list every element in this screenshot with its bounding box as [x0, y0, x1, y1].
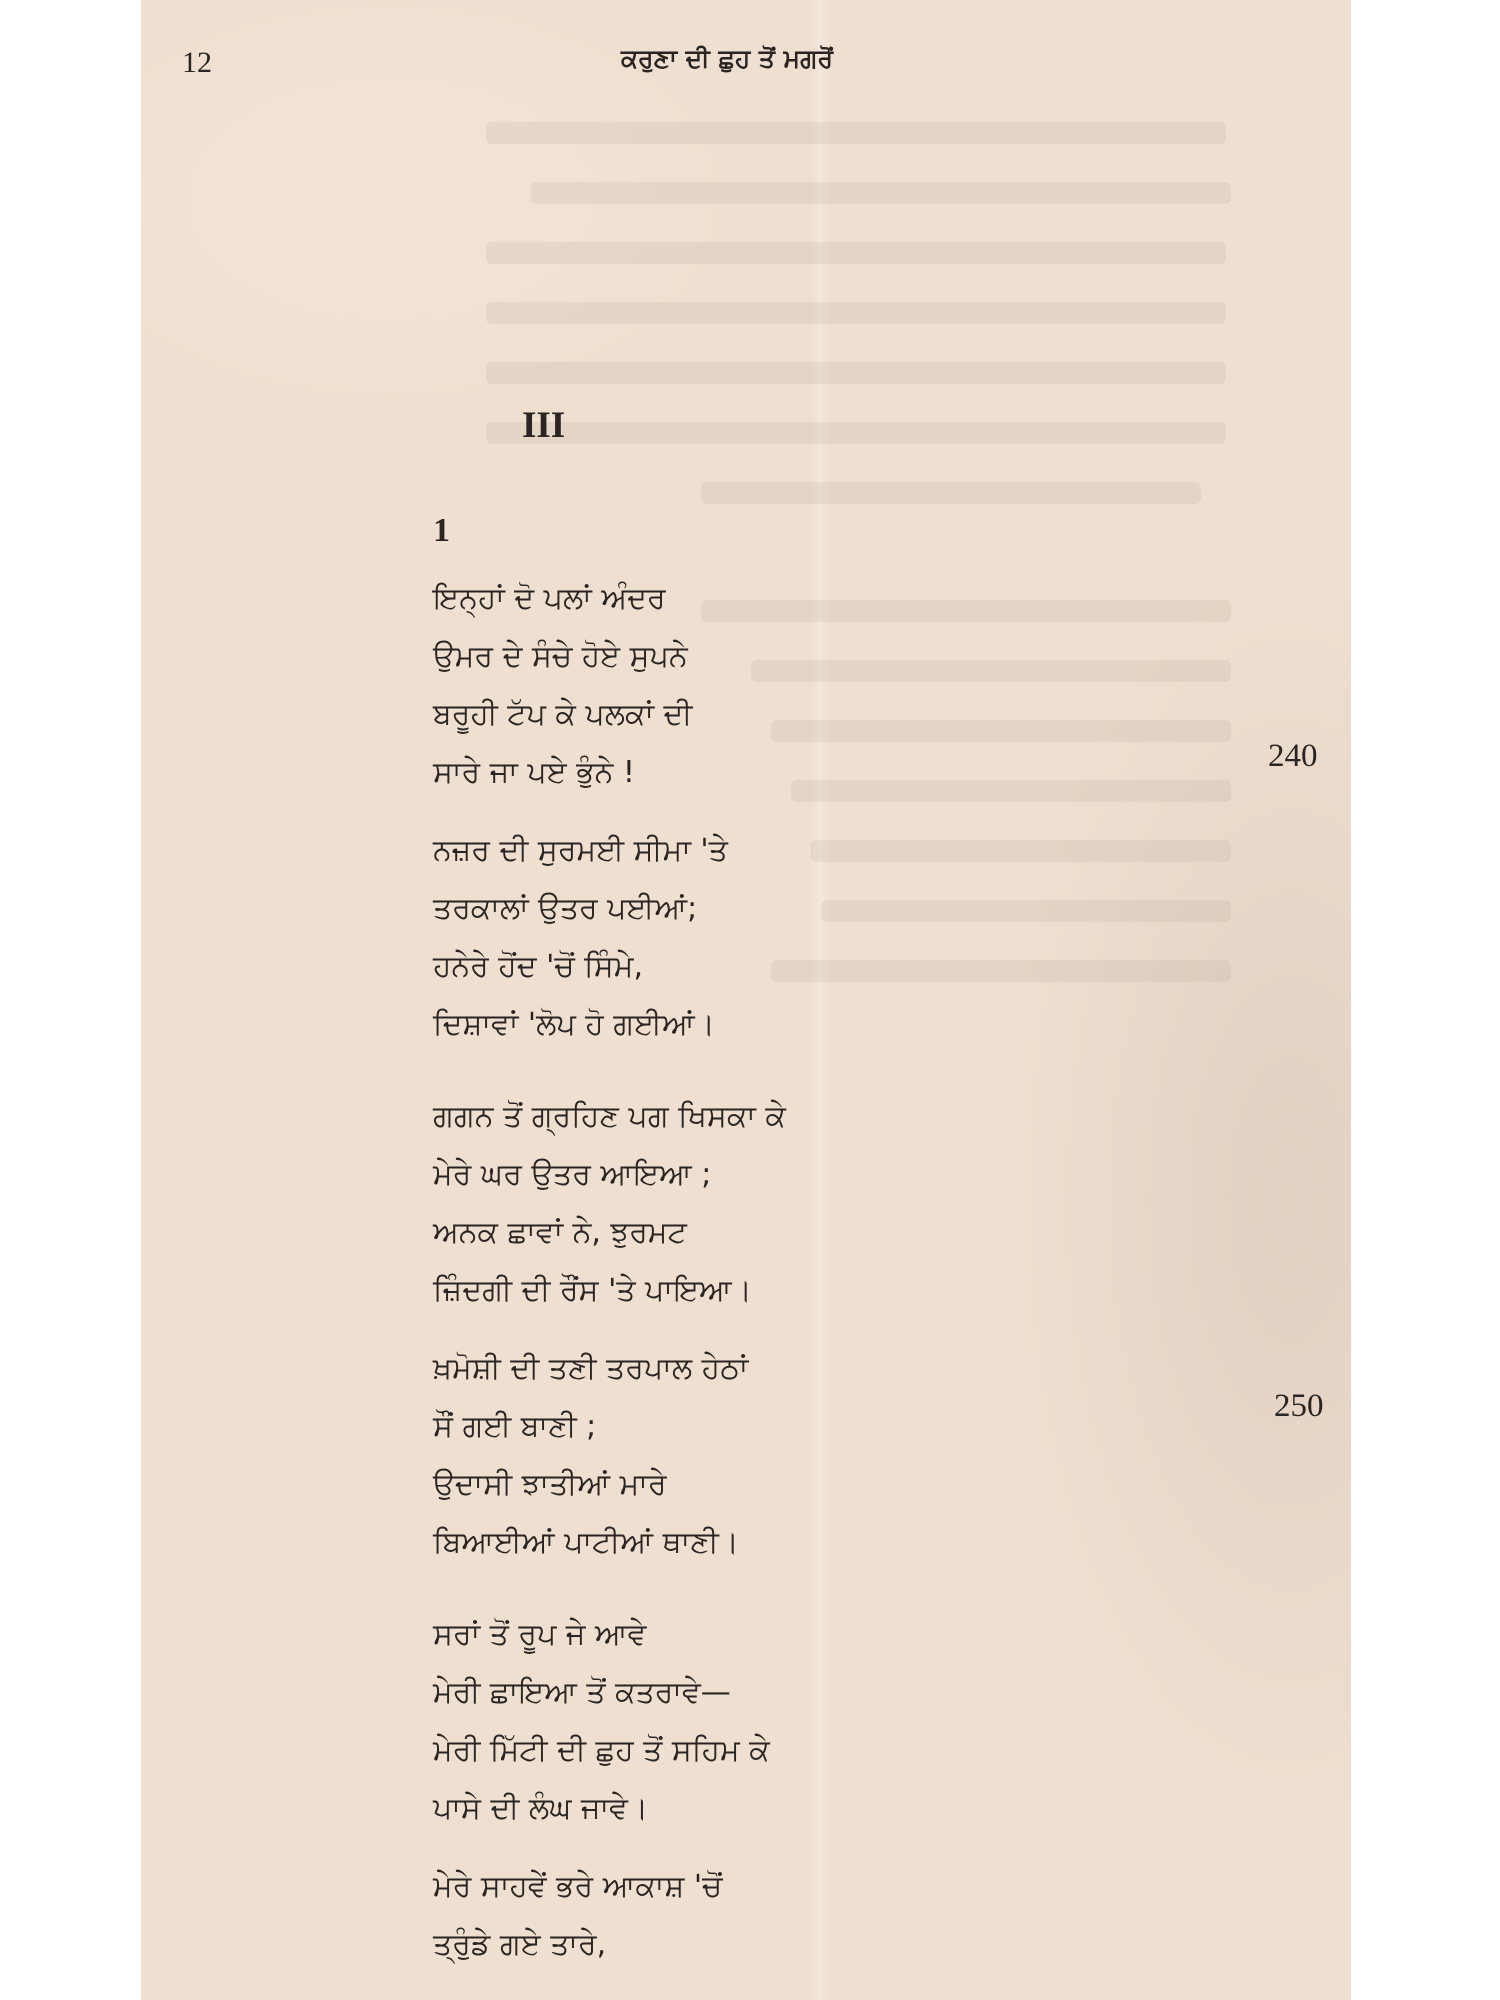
bleed-through-text	[486, 302, 1226, 324]
poem-line: ਬਿਆਈਆਂ ਪਾਟੀਆਂ ਥਾਣੀ।	[433, 1525, 739, 1560]
bleed-through-text	[486, 122, 1226, 144]
poem-line: ਸਰਾਂ ਤੋਂ ਰੂਪ ਜੇ ਆਵੇ	[433, 1617, 647, 1652]
page-number: 12	[182, 46, 212, 79]
poem-line: ਸਾਰੇ ਜਾ ਪਏ ਭੁੰਨੇ !	[433, 755, 635, 790]
book-page	[141, 0, 1351, 2000]
poem-number: 1	[433, 512, 450, 549]
poem-line: ਪਾਸੇ ਦੀ ਲੰਘ ਜਾਵੇ।	[433, 1791, 649, 1826]
poem-body	[433, 570, 1133, 1994]
bleed-through-text	[701, 482, 1201, 504]
poem-line: ਨਜ਼ਰ ਦੀ ਸੁਰਮਈ ਸੀਮਾ 'ਤੇ	[433, 833, 728, 868]
bleed-through-text	[486, 362, 1226, 384]
poem-line: ਦਿਸ਼ਾਵਾਂ 'ਲੋਪ ਹੋ ਗਈਆਂ।	[433, 1007, 715, 1042]
bleed-through-text	[531, 182, 1231, 204]
poem-line: ਹਨੇਰੇ ਹੋਂਦ 'ਚੋਂ ਸਿੰਮੇ,	[433, 949, 644, 984]
poem-line: ਖ਼ਮੋਸ਼ੀ ਦੀ ਤਣੀ ਤਰਪਾਲ ਹੇਠਾਂ	[433, 1351, 749, 1386]
poem-line: ਇਨ੍ਹਾਂ ਦੋ ਪਲਾਂ ਅੰਦਰ	[433, 581, 666, 616]
section-heading: III	[522, 405, 566, 446]
poem-line: ਉਦਾਸੀ ਝਾਤੀਆਂ ਮਾਰੇ	[433, 1467, 667, 1502]
poem-line: ਤ੍ਰੁੰਡੇ ਗਏ ਤਾਰੇ,	[433, 1927, 607, 1962]
line-number: 240	[1268, 738, 1318, 774]
stanza	[433, 1088, 1133, 1320]
poem-line: ਸੌਂ ਗਈ ਬਾਣੀ ;	[433, 1409, 597, 1444]
stanza	[433, 1606, 1133, 1838]
bleed-through-text	[486, 242, 1226, 264]
stanza	[433, 1858, 1133, 1974]
poem-line: ਮੇਰੇ ਘਰ ਉਤਰ ਆਇਆ ;	[433, 1157, 712, 1192]
poem-line: ਅਨਕ ਛਾਵਾਂ ਨੇ, ਝੁਰਮਟ	[433, 1215, 687, 1250]
stanza	[433, 822, 1133, 1054]
poem-line: ਮੇਰੀ ਮਿੱਟੀ ਦੀ ਛੁਹ ਤੋਂ ਸਹਿਮ ਕੇ	[433, 1733, 770, 1768]
poem-line: ਮੇਰੇ ਸਾਹਵੇਂ ਭਰੇ ਆਕਾਸ਼ 'ਚੋਂ	[433, 1869, 723, 1904]
line-number: 250	[1274, 1388, 1324, 1424]
poem-line: ਉਮਰ ਦੇ ਸੰਚੇ ਹੋਏ ਸੁਪਨੇ	[433, 639, 688, 674]
running-header: ਕਰੁਣਾ ਦੀ ਛੁਹ ਤੋਂ ਮਗਰੋਂ	[621, 44, 833, 73]
stanza	[433, 1340, 1133, 1572]
poem-line: ਤਰਕਾਲਾਂ ਉਤਰ ਪਈਆਂ;	[433, 891, 698, 926]
poem-line: ਗਗਨ ਤੋਂ ਗ੍ਰਹਿਣ ਪਗ ਖਿਸਕਾ ਕੇ	[433, 1099, 786, 1134]
poem-line: ਜ਼ਿੰਦਗੀ ਦੀ ਰੌਂਸ 'ਤੇ ਪਾਇਆ।	[433, 1273, 752, 1308]
poem-line: ਮੇਰੀ ਛਾਇਆ ਤੋਂ ਕਤਰਾਵੇ—	[433, 1675, 731, 1710]
bleed-through-text	[486, 422, 1226, 444]
poem-line: ਬਰੂਹੀ ਟੱਪ ਕੇ ਪਲਕਾਂ ਦੀ	[433, 697, 693, 732]
stanza	[433, 570, 1133, 802]
